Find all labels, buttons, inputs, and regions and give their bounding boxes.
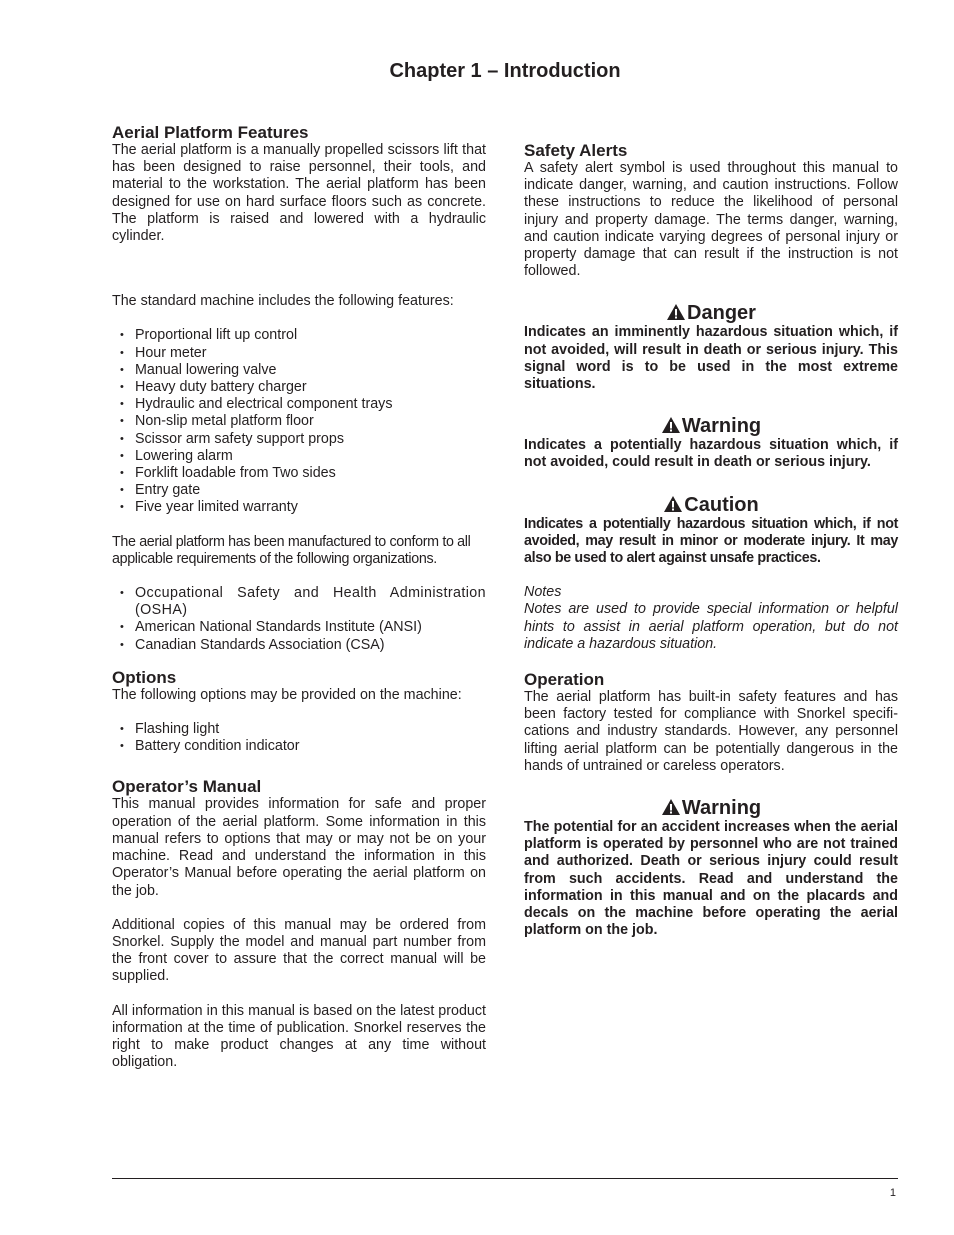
manual-heading: Operator’s Manual [112,777,262,797]
safety-alerts-paragraph: A safety alert symbol is used throughout this manual to indicate danger, warning, and caution instructions. Follow these instructions to reduce the likelihood of personal injury and property damage. The terms danger, warning, and caution indicate varying degrees of personal injury or property damage that can result if the instruction is not followed. [524,160,898,280]
warning-triangle-icon [661,798,681,816]
warning-label-2: Warning [681,797,762,820]
list-item: • Scissor arm safety support props [112,431,486,448]
organizations-list [112,585,486,654]
warning-heading-2 [524,797,898,819]
options-intro: The following options may be provided on the machine: [112,686,462,703]
left-column [112,123,486,1071]
list-item: • Entry gate [112,482,486,499]
notes-text: Notes are used to provide special information or helpful hints to assist in aerial platform operation, but do not indicate a hazardous situation. [524,601,898,652]
list-item: • Lowering alarm [112,448,486,465]
list-item: • Heavy duty battery charger [112,379,486,396]
list-item: • Hour meter [112,345,486,362]
operation-paragraph: The aerial platform has built-in safety features and has been factory tested for compliance with Snorkel specifi-cations and industry standards. However, any personnel lifting aerial platform can be potentially dangerous in the hands of untrained or careless operators. [524,689,898,774]
notes-label: Notes [524,584,562,601]
manual-paragraph-1: This manual provides information for safe and proper operation of the aerial platform. Some information in this manual refers to options that may or may not be on your machine. Read and understand the information in this Operator’s Manual before operating the aerial platform on the job. [112,796,486,899]
manual-paragraph-3: All information in this manual is based on the latest product information at the time of publication. Snorkel reserves the right to make product changes at any time without obligation. [112,1002,486,1071]
danger-label: Danger [687,302,756,325]
features-heading: Aerial Platform Features [112,123,309,142]
options-list [112,721,486,755]
list-item: • American National Standards Institute (ANSI) [112,619,486,636]
list-item: • Forklift loadable from Two sides [112,465,486,482]
operation-heading: Operation [524,670,605,690]
warning-triangle-icon [666,303,686,321]
danger-text: Indicates an imminently hazardous situation which, if not avoided, will result in death or serious injury. This signal word is to be used in the most extreme situations. [524,324,898,393]
list-item: • Proportional lift up control [112,327,486,344]
conform-paragraph: The aerial platform has been manufactured to conform to all applicable requirements of the following organizations. [112,533,471,567]
page-number: 1 [889,1187,896,1199]
list-item: • Non-slip metal platform floor [112,413,486,430]
list-item: • Occupational Safety and Health Administration (OSHA) [112,585,486,619]
options-heading: Options [112,667,177,687]
list-item: • Canadian Standards Association (CSA) [112,637,486,654]
manual-paragraph-2: Additional copies of this manual may be ordered from Snorkel. Supply the model and manual part number from the front cover to assure that the correct manual will be supplied. [112,916,486,985]
warning-text: Indicates a potentially hazardous situation which, if not avoided, could result in death or serious injury. [524,437,898,471]
danger-heading [524,302,898,324]
warning-triangle-icon [661,416,681,434]
list-item: • Hydraulic and electrical component trays [112,396,486,413]
list-item: • Battery condition indicator [112,738,486,755]
features-paragraph: The aerial platform is a manually propelled scissors lift that has been designed to raise personnel, their tools, and material to the workstation. The aerial platform has been designed for use on hard surface floors such as concrete. The platform is raised and lowered with a hydraulic cylinder. [112,142,486,245]
standard-intro: The standard machine includes the following features: [112,293,454,310]
warning-triangle-icon [663,495,683,513]
warning-text-2: The potential for an accident increases when the aerial platform is operated by personnel who are not trained and authorized. Death or serious injury could result from such accidents. Read and understand the information in this manual and on the placards and decals on the machine before operating the aerial platform on the job. [524,819,898,939]
list-item: • Five year limited warranty [112,499,486,516]
list-item: • Manual lowering valve [112,362,486,379]
warning-heading [524,415,898,437]
caution-text: Indicates a potentially hazardous situation which, if not avoided, may result in minor or moderate injury. It may also be used to alert against unsafe practices. [524,515,898,567]
caution-label: Caution [684,493,759,516]
features-list [112,327,486,516]
page-title: Chapter 1 – Introduction [389,60,621,82]
safety-alerts-heading: Safety Alerts [524,141,628,160]
right-column [524,141,898,940]
list-item: • Flashing light [112,721,486,738]
warning-label: Warning [681,415,762,438]
caution-heading [524,494,898,516]
footer-rule [112,1178,898,1179]
